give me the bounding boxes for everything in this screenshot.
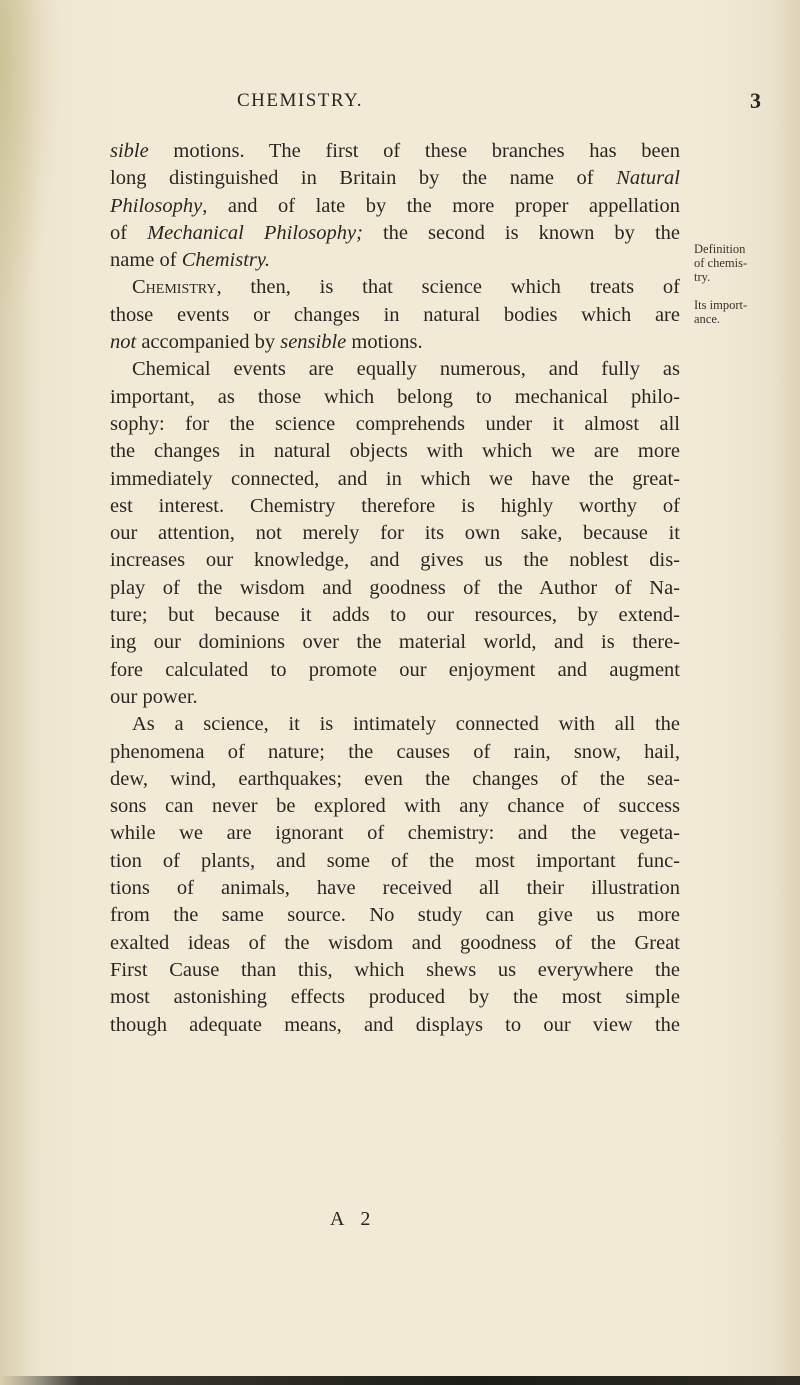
text-line: play of the wisdom and goodness of the Author of Na- (110, 576, 680, 599)
text-line: est interest. Chemistry therefore is highly worthy of (110, 494, 680, 517)
text-line: ture; but because it adds to our resources, by extend- (110, 604, 680, 627)
text-span: , then, is that science which treats of (216, 276, 680, 299)
page-number: 3 (750, 88, 761, 113)
text-line: dew, wind, earthquakes; even the changes of the sea- (110, 767, 680, 790)
text-line: the changes in natural objects with which we are more (110, 440, 680, 463)
text-line: sophy: for the science comprehends under it almost all (110, 412, 680, 435)
margin-note-line: Its import- (694, 298, 748, 312)
text-line: our attention, not merely for its own sake, because it (110, 522, 680, 545)
margin-note-line: of chemis- (694, 256, 748, 270)
body-text (110, 138, 680, 1039)
text-line: phenomena of nature; the causes of rain, snow, hail, (110, 740, 680, 763)
text-line (110, 220, 680, 247)
text-line: As a science, it is intimately connected with all the (132, 713, 680, 736)
text-line: sons can never be explored with any chance of success (110, 795, 680, 818)
text-line: important, as those which belong to mechanical philo- (110, 385, 680, 408)
text-span: motions. (346, 331, 423, 354)
italic-word: Philosophy (110, 194, 203, 217)
italic-word: sensible (280, 331, 347, 354)
text-line: ing our dominions over the material world, and is there- (110, 631, 680, 654)
margin-note-line: Definition (694, 242, 746, 256)
text-line: tions of animals, have received all their illustration (110, 877, 680, 900)
text-line (110, 138, 680, 165)
text-line: Chemical events are equally numerous, and fully as (132, 358, 680, 381)
text-line: from the same source. No study can give us more (110, 904, 680, 927)
text-line: increases our knowledge, and gives us the noblest dis- (110, 549, 680, 572)
text-line: though adequate means, and displays to our view the (110, 1013, 680, 1036)
text-line (110, 193, 680, 220)
italic-word: sible (110, 140, 149, 162)
text-line: immediately connected, and in which we have the great- (110, 467, 680, 490)
text-line: while we are ignorant of chemistry: and the vegeta- (110, 822, 680, 845)
text-line (110, 274, 680, 301)
small-caps-word: Chemistry (132, 276, 217, 299)
text-span: accompanied by (136, 331, 281, 354)
running-head: CHEMISTRY. (236, 90, 364, 111)
text-line: tion of plants, and some of the most important func- (110, 849, 680, 872)
italic-word: Natural (616, 167, 680, 190)
text-span: motions. The first of these branches has been (148, 140, 680, 162)
margin-note-line: try. (694, 270, 711, 284)
text-line: First Cause than this, which shews us everywhere the (110, 958, 680, 981)
text-span: name of (110, 249, 182, 272)
text-line: fore calculated to promote our enjoyment and augment (110, 658, 680, 681)
text-line (110, 247, 680, 274)
italic-word: Chemistry. (181, 249, 271, 272)
text-span: the second is known by the (362, 221, 680, 244)
signature-mark: A 2 (330, 1208, 377, 1230)
page-edge-shadow (0, 1376, 800, 1385)
page-stain (0, 0, 60, 320)
text-line: most astonishing effects produced by the most simple (110, 986, 680, 1009)
text-span: long distinguished in Britain by the name of (110, 167, 617, 190)
text-line: those events or changes in natural bodies which are (110, 303, 680, 326)
text-line: our power. (110, 685, 198, 708)
margin-note-definition (694, 242, 774, 284)
italic-word: not (110, 331, 137, 354)
text-line: exalted ideas of the wisdom and goodness of the Great (110, 931, 680, 954)
margin-note-line: ance. (694, 312, 721, 326)
text-span: , and of late by the more proper appellation (202, 194, 680, 217)
text-line (110, 165, 680, 192)
italic-word: Mechanical Philosophy; (147, 221, 363, 244)
text-span: of (110, 221, 148, 244)
text-line (110, 329, 680, 356)
margin-note-importance (694, 298, 774, 326)
